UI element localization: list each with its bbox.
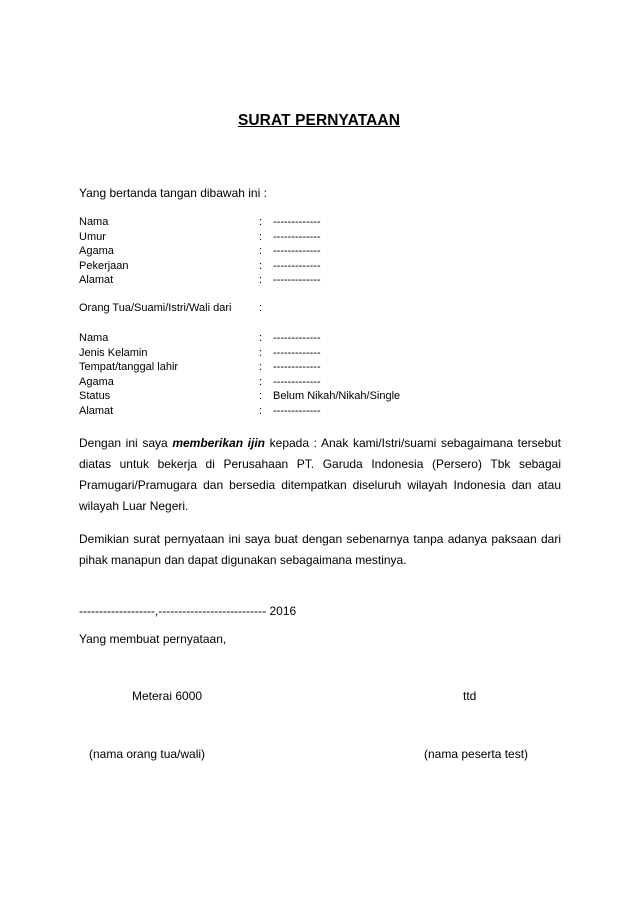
field-colon: : bbox=[259, 404, 263, 417]
field-colon: : bbox=[259, 216, 263, 228]
field-label: Alamat bbox=[79, 404, 114, 417]
field-value: ------------- bbox=[273, 332, 321, 344]
parent-name-label: (nama orang tua/wali) bbox=[89, 747, 206, 761]
date-line: -------------------,--------------------------- 2016 bbox=[79, 604, 297, 618]
field-label: Umur bbox=[79, 230, 106, 243]
field-colon: : bbox=[259, 361, 263, 373]
field-colon: : bbox=[259, 245, 263, 257]
field-colon: : bbox=[259, 390, 263, 402]
field-value: ------------- bbox=[273, 375, 321, 388]
field-value: ------------- bbox=[273, 346, 321, 359]
field-label: Status bbox=[79, 390, 111, 402]
field-value: ------------- bbox=[273, 404, 321, 417]
field-value: ------------- bbox=[273, 216, 321, 228]
stamp-label: Meterai 6000 bbox=[132, 689, 203, 703]
parent-header-colon: : bbox=[259, 302, 263, 314]
field-value: ------------- bbox=[273, 259, 321, 272]
parent-header-label: Orang Tua/Suami/Istri/Wali dari bbox=[79, 302, 232, 314]
field-colon: : bbox=[259, 274, 263, 286]
field-colon: : bbox=[259, 375, 263, 388]
field-value: ------------- bbox=[273, 245, 321, 257]
document-title: SURAT PERNYATAAN bbox=[237, 112, 401, 129]
field-value: ------------- bbox=[273, 230, 321, 243]
consent-paragraph bbox=[79, 433, 561, 517]
field-label: Jenis Kelamin bbox=[79, 346, 148, 359]
intro-text: Yang bertanda tangan dibawah ini : bbox=[79, 186, 267, 200]
signer-label: Yang membuat pernyataan, bbox=[79, 632, 227, 646]
field-label: Nama bbox=[79, 332, 109, 344]
participant-name-label: (nama peserta test) bbox=[424, 747, 529, 761]
signature-label: ttd bbox=[463, 689, 477, 703]
field-value: ------------- bbox=[273, 274, 321, 286]
consent-emphasis: memberikan ijin bbox=[172, 436, 266, 450]
closing-paragraph: Demikian surat pernyataan ini saya buat dengan sebenarnya tanpa adanya paksaan dari pihak manapun dan dapat digunakan sebagaimana mestinya. bbox=[79, 532, 561, 567]
field-label: Pekerjaan bbox=[79, 259, 129, 272]
consent-text-after: kepada : Anak kami/Istri/suami sebagaimana tersebut diatas untuk bekerja di Perusahaan PT. Garuda Indonesia (Persero) Tbk sebagai Pramugari/Pramugara dan bersedia ditempatkan diseluruh wilayah Indonesia dan atau wilayah Luar Negeri. bbox=[79, 436, 562, 513]
field-label: Tempat/tanggal lahir bbox=[79, 361, 179, 373]
field-label: Agama bbox=[79, 375, 114, 388]
field-label: Agama bbox=[79, 245, 114, 257]
parent-header bbox=[79, 301, 279, 316]
field-label: Nama bbox=[79, 216, 109, 228]
field-value: Belum Nikah/Nikah/Single bbox=[273, 390, 401, 402]
field-label: Alamat bbox=[79, 274, 114, 286]
consent-text-before: Dengan ini saya bbox=[79, 436, 173, 450]
field-colon: : bbox=[259, 259, 263, 272]
field-value: ------------- bbox=[273, 361, 321, 373]
field-colon: : bbox=[259, 346, 263, 359]
field-colon: : bbox=[259, 230, 263, 243]
field-colon: : bbox=[259, 332, 263, 344]
